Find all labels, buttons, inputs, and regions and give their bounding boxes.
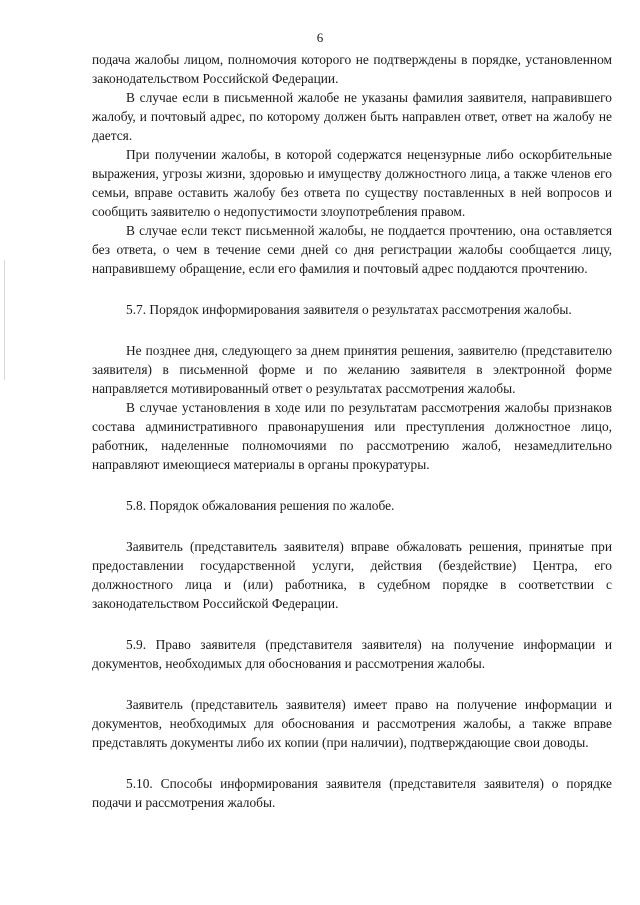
- spacer: [92, 673, 612, 695]
- paragraph-3: При получении жалобы, в которой содержатся нецензурные либо оскорбительные выражения, угрозы жизни, здоровью и имуществу должностного лица, а также членов его семьи, вправе оставить жалобу без ответа по существу поставленных в ней вопросов и сообщить заявителю о недопустимости злоупотребления правом.: [92, 147, 612, 219]
- section-heading-5-8: 5.8. Порядок обжалования решения по жалобе.: [126, 498, 395, 513]
- paragraph-5: Не позднее дня, следующего за днем принятия решения, заявителю (представителю заявителя) в письменной форме и по желанию заявителя в электронной форме направляется мотивированный ответ о результатах рассмотрения жалобы.: [92, 343, 612, 396]
- section-heading-5-7: 5.7. Порядок информирования заявителя о результатах рассмотрения жалобы.: [126, 302, 572, 317]
- spacer: [92, 319, 612, 341]
- spacer: [92, 474, 612, 496]
- paragraph-8: Заявитель (представитель заявителя) имеет право на получение информации и документов, необходимых для обоснования и рассмотрения жалобы, а также вправе представлять документы либо их копии (при наличии), подтверждающие свои доводы.: [92, 697, 612, 750]
- paragraph-2: В случае если в письменной жалобе не указаны фамилия заявителя, направившего жалобу, и почтовый адрес, по которому должен быть направлен ответ, ответ на жалобу не дается.: [92, 90, 612, 143]
- page-number: 6: [316, 30, 324, 45]
- paragraph-1: подача жалобы лицом, полномочия которого не подтверждены в порядке, установленном законодательством Российской Федерации.: [92, 52, 612, 86]
- paragraph-4: В случае если текст письменной жалобы, не поддается прочтению, она оставляется без ответа, о чем в течение семи дней со дня регистрации жалобы сообщается лицу, направившему обращение, если его фамилия и почтовый адрес поддаются прочтению.: [92, 223, 612, 276]
- document-body: [92, 50, 612, 812]
- spacer: [92, 278, 612, 300]
- paragraph-6: В случае установления в ходе или по результатам рассмотрения жалобы признаков состава административного правонарушения или преступления должностное лицо, работник, наделенные полномочиями по рассмотрению жалоб, незамедлительно направляют имеющиеся материалы в органы прокуратуры.: [92, 400, 612, 472]
- section-heading-5-10: 5.10. Способы информирования заявителя (представителя заявителя) о порядке подачи и рассмотрения жалобы.: [92, 776, 612, 810]
- spacer: [92, 752, 612, 774]
- section-heading-5-9: 5.9. Право заявителя (представителя заявителя) на получение информации и документов, необходимых для обоснования и рассмотрения жалобы.: [92, 637, 612, 671]
- spacer: [92, 613, 612, 635]
- paragraph-7: Заявитель (представитель заявителя) вправе обжаловать решения, принятые при предоставлении государственной услуги, действия (бездействие) Центра, его должностного лица и (или) работника, в судебном порядке в соответствии с законодательством Российской Федерации.: [92, 539, 612, 611]
- scan-margin-mark: [4, 260, 5, 380]
- spacer: [92, 515, 612, 537]
